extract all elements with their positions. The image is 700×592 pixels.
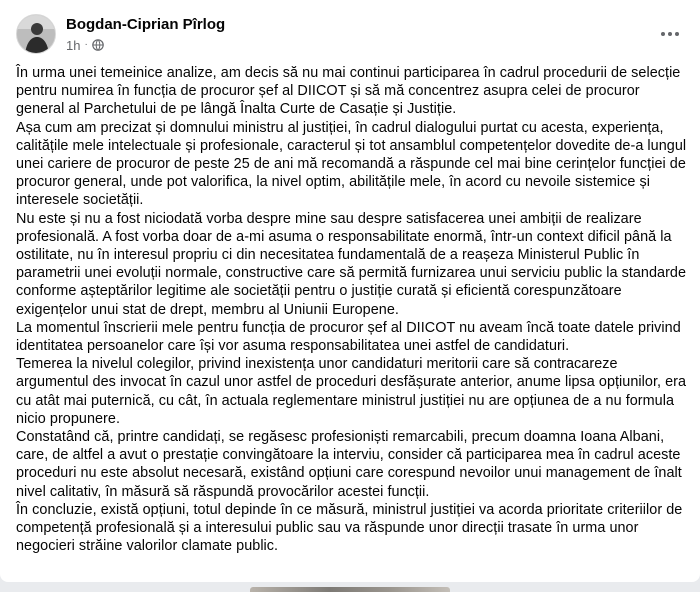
post-paragraph: La momentul înscrierii mele pentru funcția de procuror șef al DIICOT nu aveam încă toate datele privind identitatea persoanelor care își vor asuma responsabilitatea unei astfel de candidaturi. [16, 319, 681, 355]
post-paragraph: Constatând că, printre candidați, se regăsesc profesioniști remarcabili, precum doamna Ioana Albani, care, de altfel a avut o prestație convingătoare la interviu, consider că participarea mea în cadrul aceste proceduri nu este absolut necesară, existând opțiuni care corespund nevoilor unui management de înalt nivel calitativ, în măsură să răspundă provocărilor acestei funcții. [16, 429, 682, 500]
avatar[interactable] [16, 14, 56, 54]
post-header [16, 12, 684, 60]
author-name[interactable]: Bogdan-Ciprian Pîrlog [66, 16, 226, 33]
post-paragraph: În concluzie, există opțiuni, totul depinde în ce măsură, ministrul justiției va acorda prioritate criteriilor de competență profesională și a interesului public sau va răspunde unor direcții trasate în urma unor negocieri străine valorilor clamate public. [16, 501, 683, 555]
feed-background [0, 582, 700, 592]
post-time[interactable]: 1h [66, 37, 81, 53]
meta-separator: · [84, 39, 88, 50]
post-paragraph: În urma unei temeinice analize, am decis să nu mai continui participarea în cadrul procedurii de selecție pentru numirea în funcția de procuror șef al DIICOT și să mă concentrez asupra celei de procuror general al Parchetului de pe lângă Înalta Curte de Casație și Justiție. [16, 65, 681, 118]
next-post-image-edge [250, 587, 450, 592]
post-meta [66, 37, 104, 53]
avatar-photo-icon [17, 15, 56, 54]
more-options-icon [660, 31, 680, 37]
globe-icon[interactable] [92, 39, 104, 51]
post-paragraph: Temerea la nivelul colegilor, privind inexistența unor candidaturi meritorii care să contracareze argumentul des invocat în cazul unor astfel de proceduri desfășurate anterior, anume lipsa opțiunilor, era cu atât mai puternică, cu cât, în actuala reglementare ministrul justiției nu are opțiunea de a nu formula nicio propunere. [16, 356, 687, 427]
post-text [16, 64, 688, 555]
post-paragraph: Așa cum am precizat și domnului ministru al justiției, în cadrul dialogului purtat cu acesta, experiența, calitățile mele intelectuale și profesionale, caracterul și tot ansamblul competențelor dovedite de-a lungul unei cariere de procuror de peste 25 de ani mă recomandă a răspunde cel mai bine cerințelor funcției de procuror general, unde pot valorifica, la nivel optim, abilitățile mele, în acord cu nevoile sistemice și interesele societății. [16, 119, 687, 209]
post-paragraph: Nu este și nu a fost niciodată vorba despre mine sau despre satisfacerea unei ambiții de realizare profesională. A fost vorba doar de a-mi asuma o responsabilitate enormă, într-un context dificil până la ostilitate, nu în interesul propriu ci din necesitatea fundamentală de a reașeza Ministerul Public în parametrii unei evoluții normale, constructive care să permită furnizarea unui serviciu public la standarde conforme așteptărilor legitime ale societății pentru o justiție curată și eficientă corespunzătoare exigențelor unui stat de drept, membru al Uniunii Europene. [16, 210, 687, 318]
more-options-button[interactable] [656, 20, 684, 48]
